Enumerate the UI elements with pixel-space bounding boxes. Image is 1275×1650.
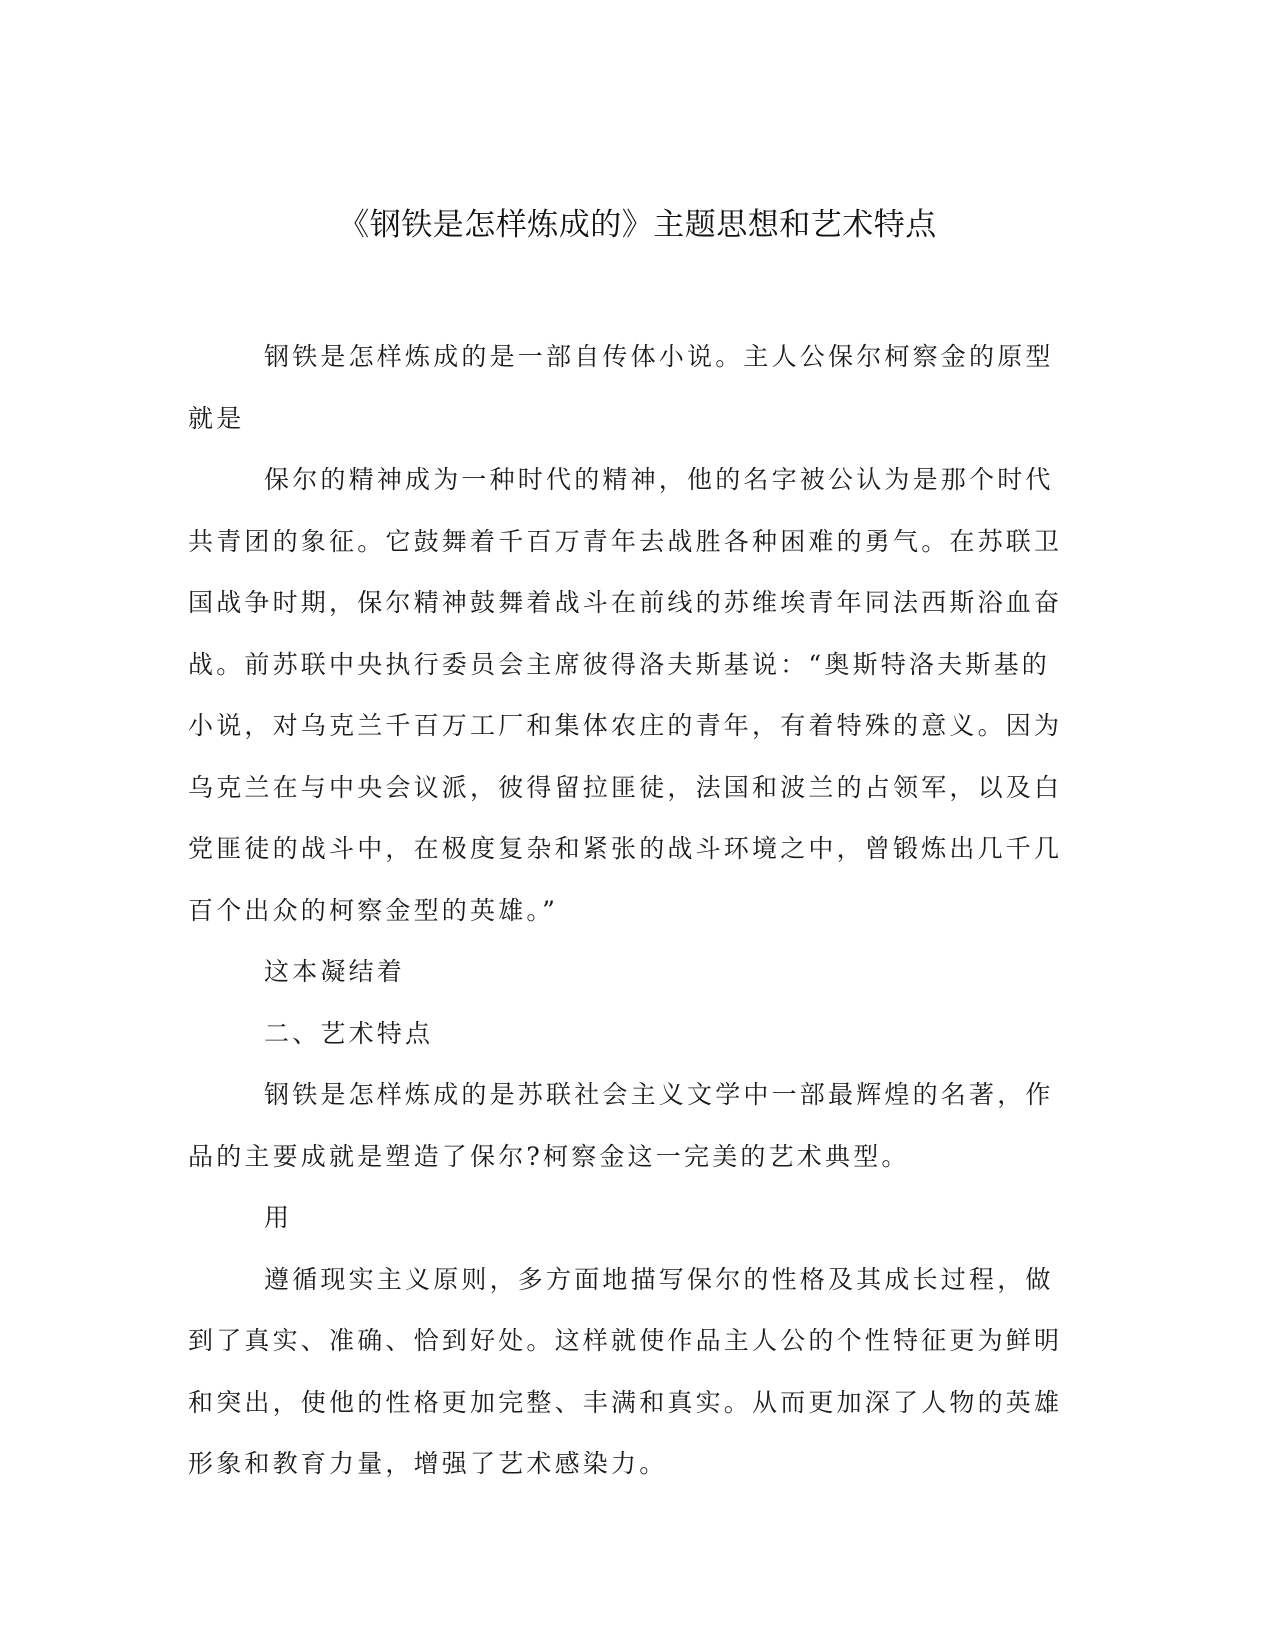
section-heading-art: 二、艺术特点 bbox=[264, 1018, 434, 1048]
paragraph-fragment-use: 用 bbox=[264, 1203, 293, 1232]
paragraph-intro: 钢铁是怎样炼成的是一部自传体小说。主人公保尔柯察金的原型就是 bbox=[188, 342, 1054, 433]
paragraph-fragment: 这本凝结着 bbox=[264, 957, 406, 986]
paragraph-masterpiece: 钢铁是怎样炼成的是苏联社会主义文学中一部最辉煌的名著，作品的主要成就是塑造了保尔?柯察金这一完美的艺术典型。 bbox=[188, 1080, 1054, 1171]
document-title: 《钢铁是怎样炼成的》主题思想和艺术特点 bbox=[338, 207, 937, 243]
paragraph-spirit: 保尔的精神成为一种时代的精神，他的名字被公认为是那个时代共青团的象征。它鼓舞着千百万青年去战胜各种困难的勇气。在苏联卫国战争时期，保尔精神鼓舞着战斗在前线的苏维埃青年同法西斯浴血奋战。前苏联中央执行委员会主席彼得洛夫斯基说：“奥斯特洛夫斯基的小说，对乌克兰千百万工厂和集体农庄的青年，有着特殊的意义。因为乌克兰在与中央会议派，彼得留拉匪徒，法国和波兰的占领军，以及白党匪徒的战斗中，在极度复杂和紧张的战斗环境之中，曾锻炼出几千几百个出众的柯察金型的英雄。” bbox=[188, 465, 1063, 925]
document-body bbox=[188, 326, 1070, 1495]
paragraph-realism: 遵循现实主义原则，多方面地描写保尔的性格及其成长过程，做到了真实、准确、恰到好处。这样就使作品主人公的个性特征更为鲜明和突出，使他的性格更加完整、丰满和真实。从而更加深了人物的英雄形象和教育力量，增强了艺术感染力。 bbox=[188, 1264, 1063, 1478]
